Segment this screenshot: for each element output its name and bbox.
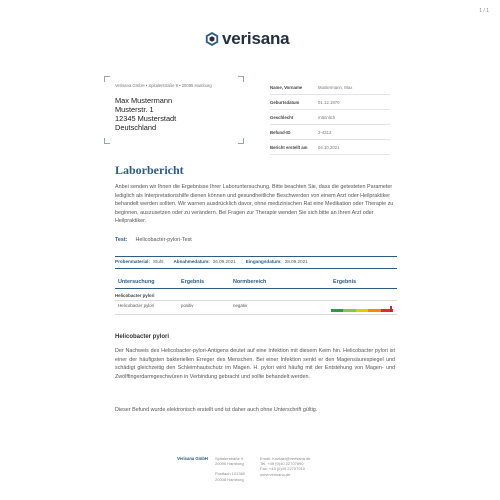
brand-name: verisana [222,29,290,48]
info-row [270,110,390,125]
footer-company: Verisana GmbH [177,456,208,461]
info-row [270,125,390,140]
footer-contact [260,456,311,477]
material-value: Stuhl [152,259,164,264]
footer-address-line: Spitalerstraße 9 [215,456,244,461]
info-label: Befund-ID [270,129,291,135]
gauge-marker [390,306,392,312]
hexagon-logo-icon [205,32,219,46]
gauge-segment [343,309,355,312]
info-value: männlich [318,114,336,120]
footer-address [215,456,245,482]
col-header-gauge: Ergebnis [333,279,357,285]
page-number: 1 / 1 [479,8,489,14]
received-value: 28.09.2021 [284,259,308,264]
gauge-segment [368,309,380,312]
info-row [270,140,390,155]
section-title: Helicobacter pylori [115,334,170,340]
recipient-country: Deutschland [115,123,157,132]
divider [115,300,397,301]
footer-fax: Fax: +49 (0)40 22707910 [260,466,306,472]
footer-web[interactable]: www.verisana.de [260,471,291,477]
sample-meta [115,259,318,264]
info-label: Geburtsdatum [270,99,300,105]
test-value: Helicobacter-pylori-Test [135,237,192,243]
recipient-city: 12345 Musterstadt [115,114,177,123]
divider [115,314,397,315]
footer-postbox-line: Postfach 101360 [215,471,246,477]
material-label: Probenmaterial: [115,259,150,264]
recipient-street: Musterstr. 1 [115,105,154,114]
report-intro: Anbei senden wir Ihnen die Ergebnisse Ihrer Laboruntersuchung. Bitte beachten Sie, dass die getesteten Parameter lediglich als Interpretationshilfe dienen können und gesundheitliche Beschwerden von einem Arzt oder Heilpraktiker behandelt werden sollten. Wir warnen ausdrücklich davor, ohne medizinischen Rat eine Medikation oder Therapie zu beginnen, auszusetzen oder zu verändern. Bei Fragen zur Therapie wenden Sie sich bitte an Ihren Arzt oder Heilpraktiker. [115,184,394,225]
footer-address-line: 20095 Hamburg [215,461,244,467]
info-row [270,80,390,95]
footer-tel: Tel. +49 (0)40 22707890 [260,461,304,467]
footer-postbox-line: 20008 Hamburg [215,476,244,482]
gauge-segment [331,309,343,312]
brand-logo [205,29,289,49]
info-value: 04.10.2021 [318,144,340,150]
test-label: Test: [115,237,128,243]
footer-email[interactable]: Email: Kontakt@verisana.de [260,456,311,461]
row-range: negativ [233,303,248,308]
info-label: Bericht erstellt am [270,144,308,150]
gauge-segment [356,309,368,312]
recipient-address [115,96,176,132]
row-result: positiv [181,303,194,308]
recipient-name: Max Mustermann [115,96,173,105]
report-title: Laborbericht [115,163,184,177]
info-value: 2-4312 [318,129,332,135]
info-label: Name, Vorname [270,84,303,90]
collected-label: Abnahmedatum: [173,259,210,264]
col-header-test: Untersuchung [118,279,155,285]
info-row [270,95,390,110]
row-test: Helicobacter pylori [118,303,155,308]
patient-info-table [270,80,390,155]
info-value: 01.12.1970 [318,99,340,105]
info-value: Mustermann, Max [318,84,353,90]
info-label: Geschlecht [270,114,294,120]
result-gauge [331,306,393,312]
electronic-note: Dieser Befund wurde elektronisch erstellt und ist daher auch ohne Unterschrift gültig. [115,407,318,413]
sender-line: Verisana GmbH • Spitalerstraße 9 • 20095 Hamburg [115,83,212,88]
divider [115,288,397,289]
section-body: Der Nachweis des Helicobacter-pylori-Antigens deutet auf eine Infektion mit diesem Keim hin. Helicobacter pylori ist einer der häufigsten bakteriellen Erreger des Menschen. Bei einer Infektion senkt er den Magensäurespiegel und schädigt gleichzeitig den Schleimhautschutz im Magen. H. pylori wird häufig mit der Entstehung von Magen- und Zwölffingerdarmgeschwüren in Verbindung gebracht und sollte behandelt werden. [115,348,395,380]
test-line [115,237,192,243]
divider [115,256,397,257]
col-header-result: Ergebnis [181,279,205,285]
divider [115,268,397,269]
received-label: Eingangsdatum: [245,259,282,264]
collected-value: 26.09.2021 [212,259,236,264]
results-group-title: Helicobacter pylori [115,293,155,298]
col-header-range: Normbereich [233,279,267,285]
